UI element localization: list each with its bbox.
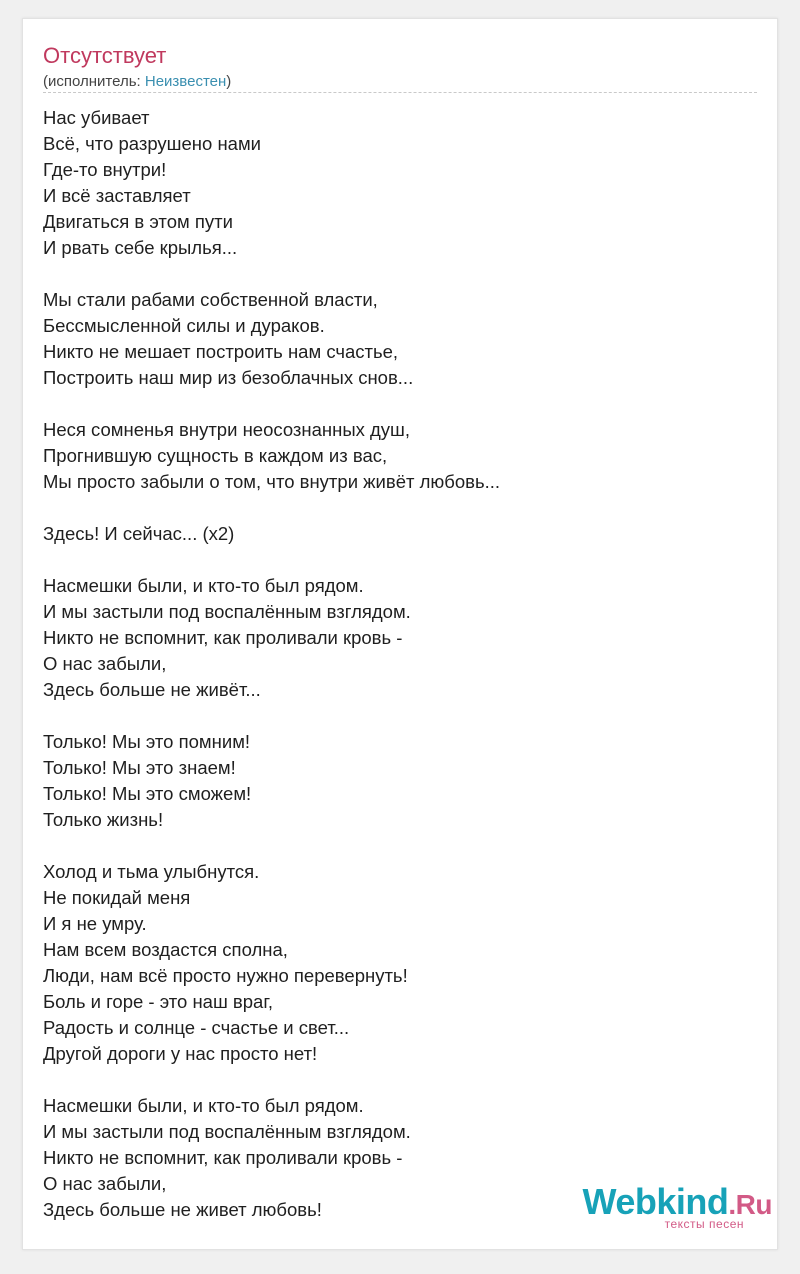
logo-tld: .Ru [728, 1189, 772, 1220]
song-title: Отсутствует [43, 43, 167, 68]
logo-tagline: тексты песен [664, 1217, 744, 1231]
artist-suffix: ) [226, 73, 232, 90]
artist-prefix: (исполнитель: [43, 73, 145, 90]
artist-line [43, 73, 231, 91]
title-divider [43, 92, 757, 93]
artist-link[interactable]: Неизвестен [144, 73, 227, 90]
site-logo[interactable] [582, 1181, 772, 1231]
lyrics-text: Нас убивает Всё, что разрушено нами Где-то внутри! И всё заставляет Двигаться в этом пути И рвать себе крылья... Мы стали рабами собственной власти, Бессмысленной силы и дураков. Никто не мешает построить нам счастье, Построить наш мир из безоблачных снов... Неся сомненья внутри неосознанных душ, Прогнившую сущность в каждом из вас, Мы просто забыли о том, что внутри живёт любовь... Здесь! И сейчас... (x2) Насмешки были, и кто-то был рядом. И мы застыли под воспалённым взглядом. Никто не вспомнит, как проливали кровь - О нас забыли, Здесь больше не живёт... Только! Мы это помним! Только! Мы это знаем! Только! Мы это сможем! Только жизнь! Холод и тьма улыбнутся. Не покидай меня И я не умру. Нам всем воздастся сполна, Люди, нам всё просто нужно перевернуть! Боль и горе - это наш враг, Радость и солнце - счастье и свет... Другой дороги у нас просто нет! Насмешки были, и кто-то был рядом. И мы застыли под воспалённым взглядом. Никто не вспомнит, как проливали кровь - О нас забыли, Здесь больше не живет любовь! [43, 107, 501, 1220]
lyrics-card [22, 18, 778, 1250]
logo-main-text: Webkind [582, 1181, 729, 1222]
